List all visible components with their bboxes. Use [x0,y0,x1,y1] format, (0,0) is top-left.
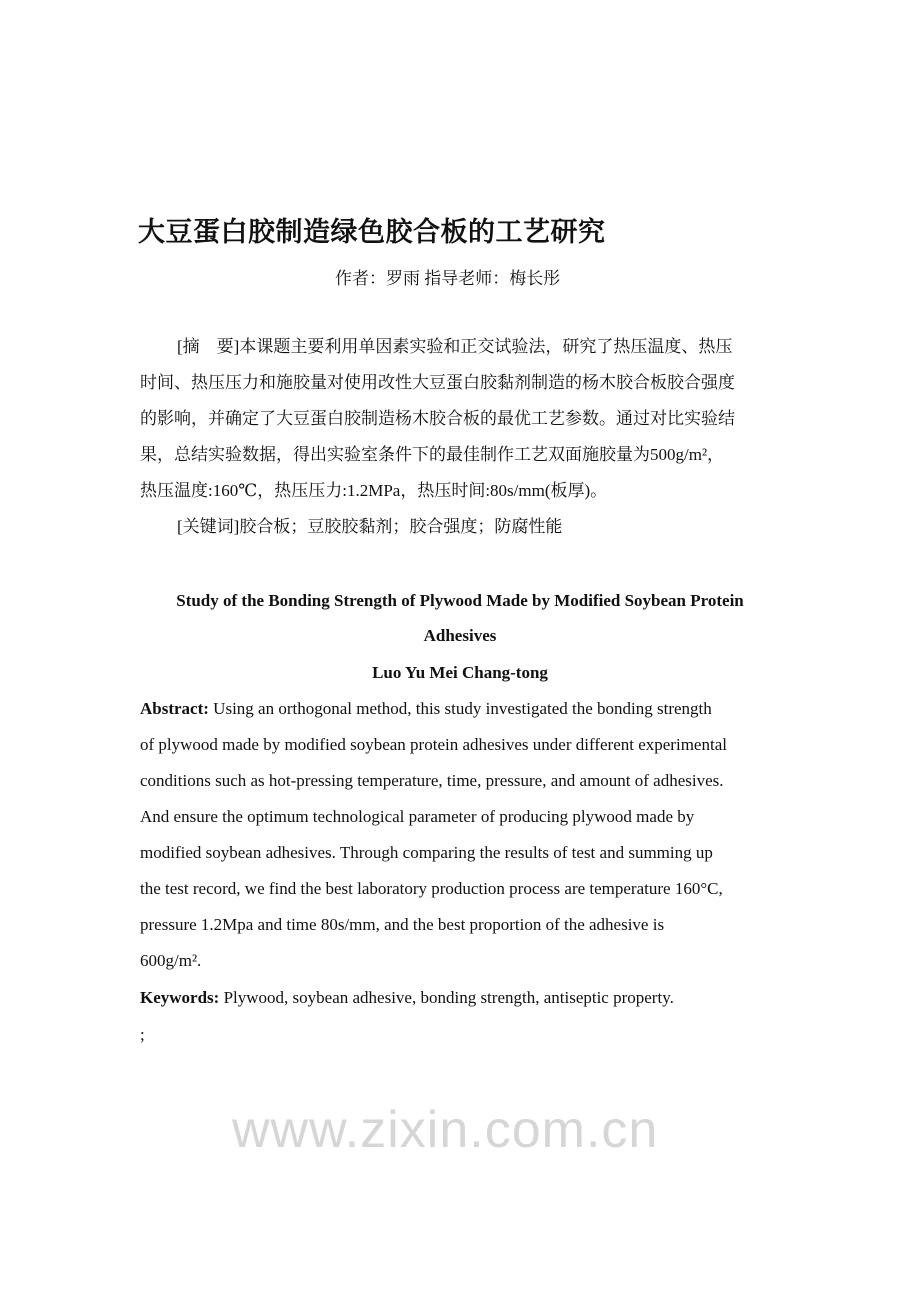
cn-abstract-text: 本课题主要利用单因素实验和正交试验法，研究了热压温度、热压 [239,337,733,356]
cn-keywords-line [177,516,562,538]
en-title-line: Study of the Bonding Strength of Plywood Made by Modified Soybean Protein [176,591,744,610]
cn-abstract-line [177,336,732,358]
en-abstract-line [140,698,712,720]
en-abstract-line: conditions such as hot-pressing temperature, time, pressure, and amount of adhesives. [140,771,724,790]
en-abstract-text: Using an orthogonal method, this study investigated the bonding strength [208,699,712,718]
en-abstract-line: of plywood made by modified soybean protein adhesives under different experimental [140,735,727,754]
en-abstract-line: pressure 1.2Mpa and time 80s/mm, and the best proportion of the adhesive is [140,915,665,934]
cn-abstract-label: [摘 要] [177,337,240,356]
trailing-mark: ; [140,1025,145,1044]
en-abstract-line: the test record, we find the best laboratory production process are temperature 160°C, [140,879,723,898]
cn-keywords-text: 胶合板；豆胶胶黏剂；胶合强度；防腐性能 [239,517,563,536]
authors-line: 作者：罗雨 指导老师：梅长彤 [335,269,561,288]
en-keywords-text: Plywood, soybean adhesive, bonding strength, antiseptic property. [219,988,674,1007]
cn-abstract-line: 的影响，并确定了大豆蛋白胶制造杨木胶合板的最优工艺参数。通过对比实验结 [140,409,735,428]
cn-abstract-line: 果，总结实验数据，得出实验室条件下的最佳制作工艺双面施胶量为500g/m²， [140,445,725,464]
en-keywords-line [140,987,674,1009]
cn-abstract-line: 热压温度:160℃，热压压力:1.2MPa，热压时间:80s/mm(板厚)。 [140,481,608,500]
en-authors: Luo Yu Mei Chang-tong [372,663,548,682]
cn-abstract-line: 时间、热压压力和施胶量对使用改性大豆蛋白胶黏剂制造的杨木胶合板胶合强度 [140,373,735,392]
en-abstract-line: And ensure the optimum technological parameter of producing plywood made by [140,807,695,826]
en-abstract-label: Abstract: [140,699,209,718]
en-abstract-line: 600g/m². [140,951,202,970]
en-title-line: Adhesives [423,626,497,645]
en-abstract-line: modified soybean adhesives. Through comparing the results of test and summing up [140,843,713,862]
cn-keywords-label: [关键词] [177,517,240,536]
en-keywords-label: Keywords: [140,988,220,1007]
page-title: 大豆蛋白胶制造绿色胶合板的工艺研究 [138,217,606,248]
watermark: www.zixin.com.cn [232,1101,659,1159]
